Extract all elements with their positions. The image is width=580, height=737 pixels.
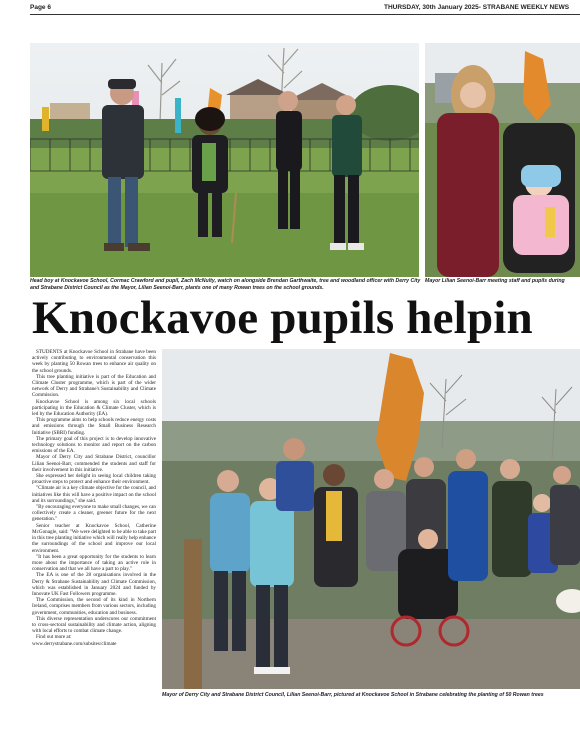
article-paragraph: "Climate air is a key climate objective for the council, and initiatives like this will have a positive impact on the school and its surroundings," she said. [32, 485, 156, 504]
article-paragraph: This diverse representation underscores our commitment to cross-sectoral sustainability and climate action, aligning with local efforts to combat climate change. [32, 615, 156, 635]
photo-tree-planting [30, 43, 419, 277]
find-out-more: Find out more at: [36, 634, 72, 641]
page-number: Page 6 [30, 4, 51, 11]
photo-mayor-meeting [425, 43, 580, 277]
article-paragraph: This tree planting initiative is part of the Education and Climate Cluster programme, which is part of the wider network of Derry and Strabane's Sustainability and Climate Commission. [32, 373, 156, 399]
photo-group [162, 349, 580, 689]
article-paragraph: The EA is one of the 28 organisations involved in the Derry & Strabane Sustainability and Climate Commission, which was established in January 2024 and funded by Innovate UK Fast Followers programme. [32, 572, 156, 597]
article-paragraph: This programme aims to help schools reduce energy costs and emissions through the Small Business Research Initiative (SBRI) funding. [32, 417, 156, 436]
article-paragraph: The Commission, the second of its kind in Northern Ireland, comprises members from various sectors, including government, communities, education and business. [32, 597, 156, 616]
article-paragraph: Knockavoe School is among six local schools participating in the Education & Climate Cluster, which is led by the Education Authority (EA). [32, 398, 156, 418]
article-paragraph: Mayor of Derry City and Strabane District, councillor Lilian Seenoi-Barr, commended the students and staff for their involvement in this initiative. [32, 454, 156, 473]
caption-top-right: Mayor Lilian Seenoi-Barr meeting staff and pupils during [425, 278, 565, 284]
climate-url[interactable]: www.derrystrabane.com/subsites/climate [32, 640, 117, 647]
caption-top-left: Head boy at Knockavoe School, Cormac Crawford and pupil, Zach McNulty, watch on alongside Brendan Garthwaite, tree and woodland officer with Derry City and Strabane District Council as the Mayor, Lilian Seenoi-Barr, plants one of many Rowan trees on the school grounds. [30, 278, 421, 291]
header-rule [30, 14, 580, 15]
article-paragraph: STUDENTS at Knockavoe School in Strabane have been actively contributing to environmental conservation this week by planting 50 Rowan trees to enhance air quality on the school grounds. [32, 349, 156, 374]
article-paragraph: "By encouraging everyone to make small changes, we can collectively create a cleaner, greener future for the next generation." [32, 504, 156, 523]
article-paragraph: Senior teacher at Knockavoe School, Catherine McGonagle, said: "We were delighted to be able to take part in this tree planting initiative which will really help enhance the surroundings of the school and improve our local environment. [32, 522, 157, 554]
caption-bottom: Mayor of Derry City and Strabane District Council, Lilian Seenoi-Barr, pictured at Knockavoe School in Strabane celebrating the planting of 50 Rowan trees [162, 692, 544, 698]
article-paragraph: The primary goal of this project is to develop innovative technology solutions to monitor and report on the carbon emissions of the EA. [32, 435, 156, 455]
dateline: THURSDAY, 30th January 2025- STRABANE WEEKLY NEWS [384, 4, 570, 11]
article-paragraph: She expressed her delight in seeing local children taking proactive steps to protect and enhance their environment. [32, 473, 156, 486]
article-paragraph: "It has been a great opportunity for the students to learn more about the importance of taking an active role in conservation and that we all have a part to play." [32, 553, 156, 573]
article-body [32, 349, 156, 647]
headline: Knockavoe pupils helpin [32, 292, 533, 344]
